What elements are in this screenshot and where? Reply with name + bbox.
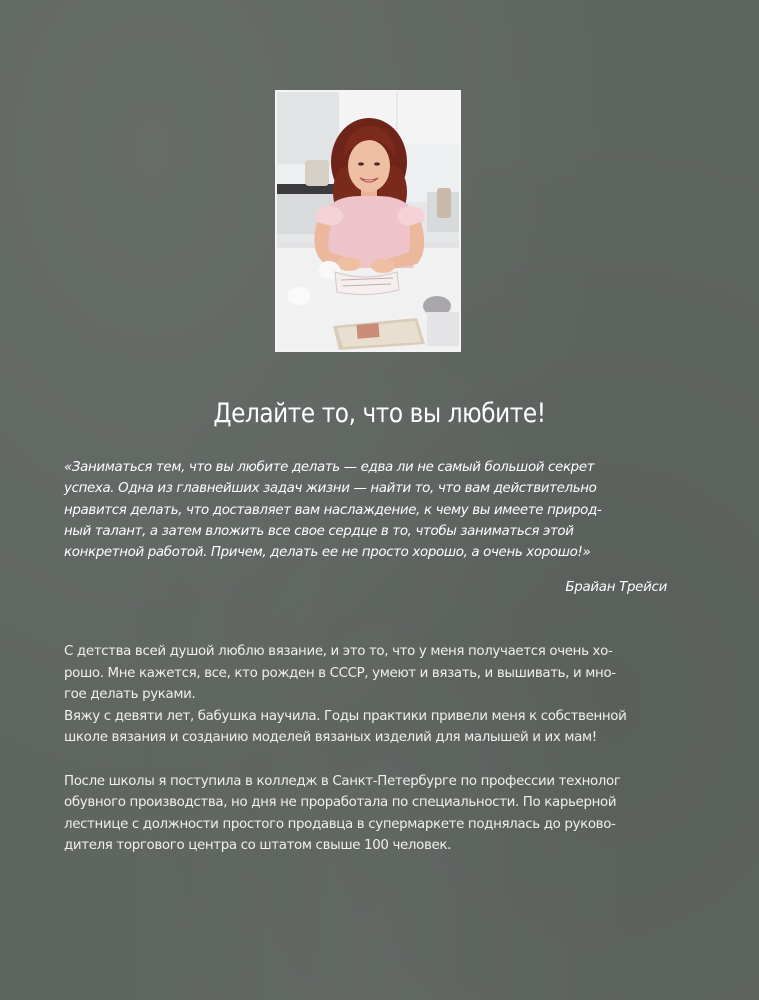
body-line: рошо. Мне кажется, все, кто рожден в СССР, умеют и вязать, и вышивать, и мно- — [64, 665, 616, 681]
author-photo-illustration — [277, 92, 459, 350]
body-line: С детства всей душой люблю вязание, и это то, что у меня получается очень хо- — [64, 644, 613, 659]
body-text — [64, 641, 668, 857]
page-title: Делайте то, что вы любите! — [213, 398, 546, 429]
quote — [64, 457, 668, 563]
quote-author: Брайан Трейси — [565, 580, 667, 595]
body-line: обувного производства, но дня не проработала по специальности. По карьерной — [64, 795, 617, 811]
quote-line: ный талант, а затем вложить все свое сердце в то, чтобы заниматься этой — [64, 523, 574, 539]
body-line: школе вязания и созданию моделей вязаных изделий для малышей и их мам! — [64, 730, 597, 746]
author-photo — [275, 90, 461, 352]
quote-line: успеха. Одна из главнейших задач жизни — найти то, что вам действительно — [64, 481, 597, 497]
body-line: После школы я поступила в колледж в Санкт-Петербурге по профессии технолог — [64, 773, 621, 789]
body-line: Вяжу с девяти лет, бабушка научила. Годы практики привели меня к собственной — [64, 708, 627, 724]
body-line: гое делать руками. — [64, 687, 196, 703]
quote-line: конкретной работой. Причем, делать ее не просто хорошо, а очень хорошо!» — [64, 545, 591, 561]
quote-line: «Заниматься тем, что вы любите делать — едва ли не самый большой секрет — [64, 460, 595, 475]
body-line: лестнице с должности простого продавца в супермаркете поднялась до руково- — [64, 816, 616, 832]
quote-line: нравится делать, что доставляет вам наслаждение, к чему вы имеете природ- — [64, 502, 602, 518]
paragraph-gap — [64, 749, 668, 771]
body-line: дителя торгового центра со штатом свыше 100 человек. — [64, 838, 452, 854]
